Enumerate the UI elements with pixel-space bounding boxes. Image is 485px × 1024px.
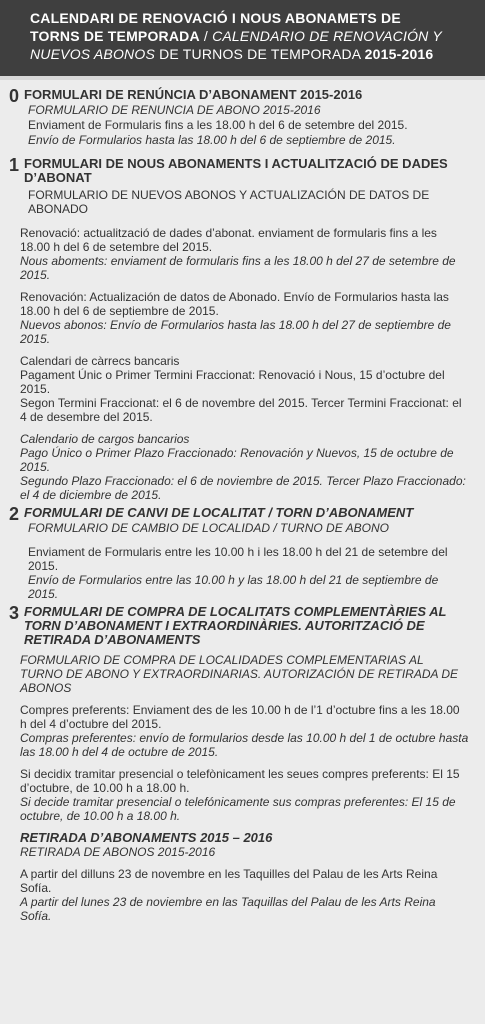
page-header [0, 0, 485, 80]
section-compra-localitats [0, 605, 475, 647]
paragraph: Compres preferents: Enviament des de les 10.00 h de l’1 d’octubre fins a les 18.00 h del 4 d’octubre del 2015. [20, 703, 460, 731]
paragraph: Segon Termini Fraccionat: el 6 de novembre del 2015. Tercer Termini Fraccionat: el 4 de desembre del 2015. [20, 396, 462, 424]
section-title: FORMULARI DE NOUS ABONAMENTS I ACTUALITZACIÓ DE DADES D’ABONAT [24, 156, 448, 185]
paragraph: Renovació: actualització de dades d’abonat. enviament de formularis fins a les 18.00 h del 6 de setembre del 2015. [20, 226, 437, 254]
section-subtitle: FORMULARIO DE RENUNCIA DE ABONO 2015-2016 [28, 103, 321, 117]
paragraph: Nous aboments: enviament de formularis fins a les 18.00 h del 27 de setembre de 2015. [20, 254, 456, 282]
paragraph: Calendario de cargos bancarios [20, 432, 190, 446]
paragraph: Si decidix tramitar presencial o telefònicament les seues compres preferents: El 15 d’octubre, de 10.00 h a 18.00 h. [20, 767, 460, 795]
paragraph: A partir del dilluns 23 de novembre en les Taquilles del Palau de les Arts Reina Sofía. [20, 867, 438, 895]
section-number: 0 [9, 86, 20, 106]
header-title-line2 [30, 27, 473, 45]
header-title-italic: CALENDARIO DE RENOVACIÓN Y [212, 28, 442, 44]
header-separator: / [199, 28, 213, 44]
page-content [0, 80, 485, 923]
section-number: 1 [9, 155, 20, 175]
paragraph: A partir del lunes 23 de noviembre en las Taquillas del Palau de les Arts Reina Sofía. [20, 895, 436, 923]
paragraph: Renovación: Actualización de datos de Abonado. Envío de Formularios hasta las 18.00 h del 6 de septiembre de 2015. [20, 290, 449, 318]
section-title: FORMULARI DE COMPRA DE LOCALITATS COMPLEMENTÀRIES AL TORN D’ABONAMENT I EXTRAORDINÀRIES. AUTORITZACIÓ DE RETIRADA D’ABONAMENTS [24, 604, 447, 647]
section-renuncia [0, 88, 475, 147]
section-body [0, 541, 475, 601]
paragraph: Compras preferentes: envío de formularios desde las 10.00 h del 1 de octubre hasta las 18.00 h del 4 de octubre de 2015. [20, 731, 469, 759]
section-number: 3 [9, 603, 20, 623]
paragraph: Pagament Únic o Primer Termini Fraccionat: Renovació i Nous, 15 d’octubre del 2015. [20, 368, 445, 396]
header-subtitle-normal: DE TURNOS DE TEMPORADA [155, 46, 365, 62]
section-line: Enviament de Formularis fins a les 18.00 h del 6 de setembre del 2015. [28, 118, 408, 132]
section-subtitle: FORMULARIO DE CAMBIO DE LOCALIDAD / TURNO DE ABONO [28, 521, 389, 535]
section-subtitle: FORMULARIO DE COMPRA DE LOCALIDADES COMPLEMENTARIAS AL TURNO DE ABONO Y EXTRAORDINARIAS. AUTORIZACIÓN DE RETIRADA DE ABONOS [20, 653, 459, 695]
paragraph: Envío de Formularios entre las 10.00 h y las 18.00 h del 21 de septiembre de 2015. [28, 573, 439, 601]
section-line: Envío de Formularios hasta las 18.00 h del 6 de septiembre de 2015. [28, 133, 396, 147]
paragraph: Segundo Plazo Fraccionado: el 6 de noviembre de 2015. Tercer Plazo Fraccionado: el 4 de diciembre de 2015. [20, 474, 466, 502]
paragraph: Calendari de càrrecs bancaris [20, 354, 180, 368]
header-subtitle-italic: NUEVOS ABONOS [30, 46, 155, 62]
section-number: 2 [9, 504, 20, 524]
section-title: FORMULARI DE RENÚNCIA D’ABONAMENT 2015-2016 [24, 87, 363, 102]
retirada-subtitle: RETIRADA DE ABONOS 2015-2016 [20, 845, 216, 859]
paragraph: Nuevos abonos: Envío de Formularios hasta las 18.00 h del 27 de septiembre de 2015. [20, 318, 451, 346]
paragraph: Pago Único o Primer Plazo Fraccionado: Renovación y Nuevos, 15 de octubre de 2015. [20, 446, 454, 474]
section-canvi-localitat [0, 506, 475, 535]
paragraph: Enviament de Formularis entre les 10.00 h i les 18.00 h del 21 de setembre del 2015. [28, 545, 448, 573]
header-title-bold: TORNS DE TEMPORADA [30, 28, 200, 44]
section-body [0, 653, 475, 923]
header-season: 2015-2016 [364, 46, 434, 62]
section-nous-abonaments [0, 157, 475, 216]
header-title-line1: CALENDARI DE RENOVACIÓ I NOUS ABONAMETS DE [30, 10, 401, 26]
section-subtitle: FORMULARIO DE NUEVOS ABONOS Y ACTUALIZACIÓN DE DATOS DE ABONADO [28, 188, 430, 216]
header-title-line3 [30, 45, 473, 63]
section-title: FORMULARI DE CANVI DE LOCALITAT / TORN D’ABONAMENT [24, 505, 414, 520]
section-body [0, 222, 475, 502]
paragraph: Si decide tramitar presencial o telefónicamente sus compras preferentes: El 15 de octubre, de 10.00 h a 18.00 h. [20, 795, 456, 823]
retirada-title: RETIRADA D’ABONAMENTS 2015 – 2016 [20, 830, 273, 845]
